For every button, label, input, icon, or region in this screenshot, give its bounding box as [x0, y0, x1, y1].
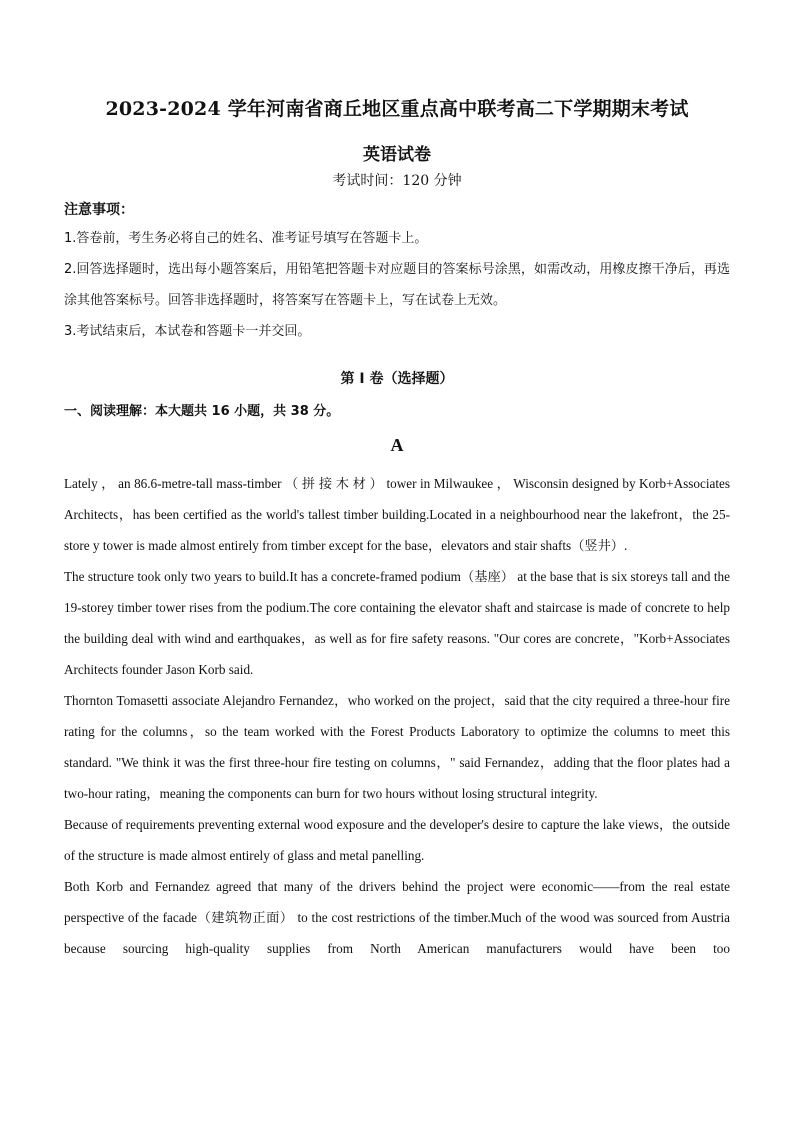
passage-letter: A: [390, 435, 404, 455]
note-item-3: 3.考试结束后，本试卷和答题卡一并交回。: [64, 324, 311, 339]
passage-paragraph-1: Lately ， an 86.6-metre-tall mass-timber （ 拼 接 木 材 ） tower in Milwaukee ， Wisconsin designed by Korb+Associates Architects，has been certified as the world's tallest timber building.Located in a neighbourhood near the lakefront，the 25-store y tower is made almost entirely from timber except for the base，elevators and stair shafts（竖井）.: [64, 476, 730, 553]
exam-subtitle: 英语试卷: [363, 145, 431, 165]
note-item-2: 2.回答选择题时，选出每小题答案后，用铅笔把答题卡对应题目的答案标号涂黑，如需改动，用橡皮擦干净后，再选涂其他答案标号。回答非选择题时，将答案写在答题卡上，写在试卷上无效。: [64, 262, 730, 308]
note-item-1: 1.答卷前，考生务必将自己的姓名、准考证号填写在答题卡上。: [64, 231, 428, 246]
part-heading: 一、阅读理解：本大题共 16 小题，共 38 分。: [64, 404, 340, 419]
notes-heading: 注意事项：: [64, 202, 134, 218]
reading-passage: [64, 468, 730, 964]
section-title: 第 I 卷（选择题）: [340, 371, 454, 387]
exam-time: 考试时间：120 分钟: [332, 173, 462, 189]
passage-paragraph-5: Both Korb and Fernandez agreed that many of the drivers behind the project were economic——from the real estate perspective of the facade（建筑物正面） to the cost restrictions of the timber.Much of the wood was sourced from Austria because sourcing high-quality supplies from North American manufacturers would have been too: [64, 879, 730, 956]
passage-paragraph-4: Because of requirements preventing external wood exposure and the developer's desire to capture the lake views，the outside of the structure is made almost entirely of glass and metal panelling.: [64, 817, 730, 863]
exam-title: 2023-2024 学年河南省商丘地区重点高中联考高二下学期期末考试: [105, 98, 689, 120]
passage-paragraph-2: The structure took only two years to build.It has a concrete-framed podium（基座） at the base that is six storeys tall and the 19-storey timber tower rises from the podium.The core containing the elevator shaft and staircase is made of concrete to help the building deal with wind and earthquakes，as well as for fire safety reasons. "Our cores are concrete，"Korb+Associates Architects founder Jason Korb said.: [64, 569, 730, 677]
passage-paragraph-3: Thornton Tomasetti associate Alejandro Fernandez，who worked on the project，said that the city required a three-hour fire rating for the columns，so the team worked with the Forest Products Laboratory to optimize the columns to meet this standard. "We think it was the first three-hour fire testing on columns，" said Fernandez，adding that the floor plates had a two-hour rating，meaning the components can burn for two hours without losing structural integrity.: [64, 693, 730, 801]
